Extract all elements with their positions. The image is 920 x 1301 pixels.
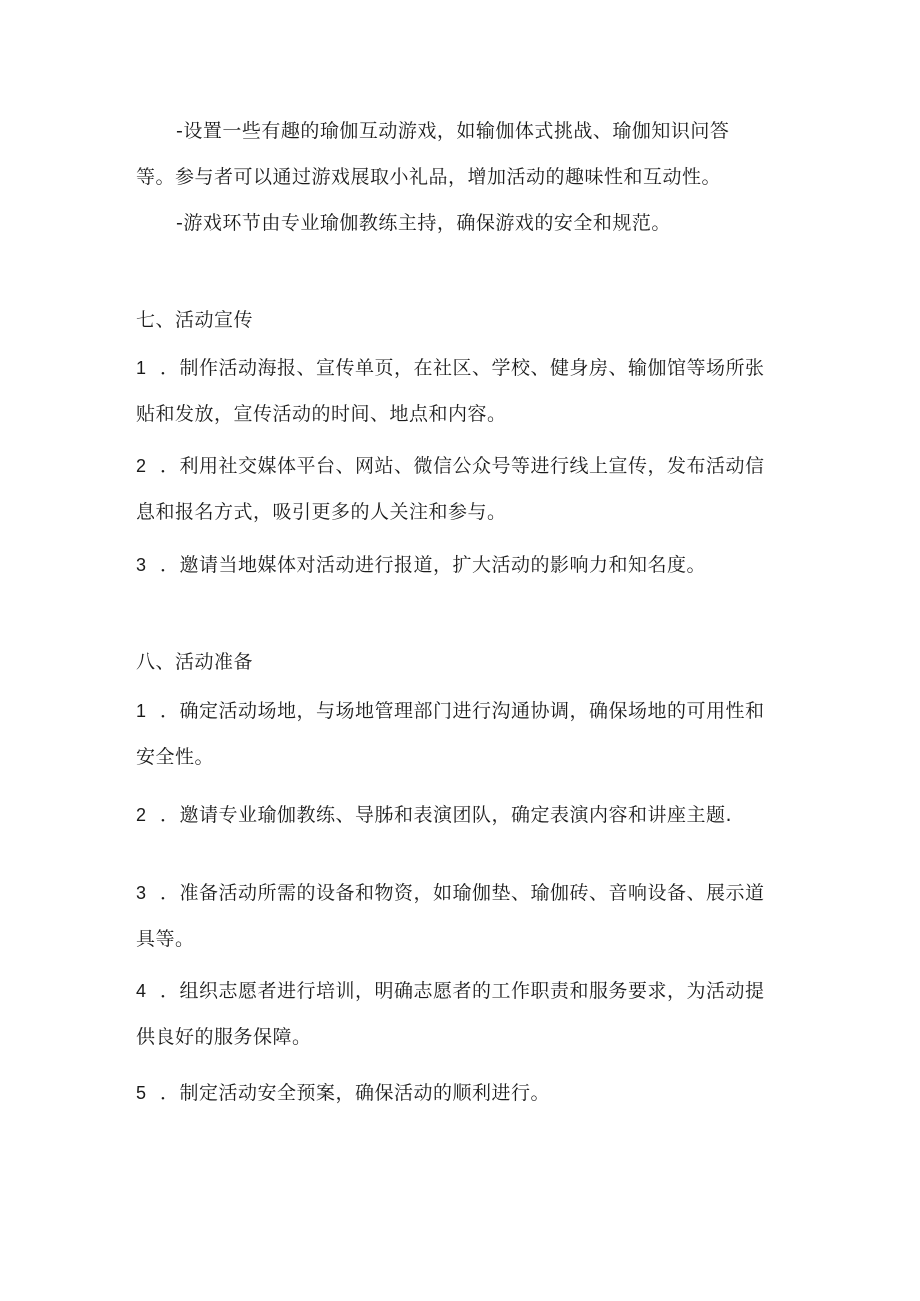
- item-text: ．制作活动海报、宣传单页，在社区、学校、健身房、输伽馆等场所张: [160, 357, 765, 379]
- item-number: 4: [136, 981, 147, 1001]
- intro-bullet-1-line-2: 等。参与者可以通过游戏展取小礼品，增加活动的趣味性和互动性。: [136, 166, 722, 188]
- item-text: ．邀请当地媒体对活动进行报道，扩大活动的影响力和知名度。: [160, 554, 707, 576]
- item-text: ．确定活动场地，与场地管理部门进行沟通协调，确保场地的可用性和: [160, 700, 765, 722]
- item-text-continuation: 息和报名方式，吸引更多的人关注和参与。: [136, 501, 507, 523]
- item-text: ．制定活动安全预案，确保活动的顺利进行。: [160, 1082, 551, 1104]
- item-text-continuation: 具等。: [136, 928, 195, 950]
- list-item: [136, 355, 765, 381]
- section-7-heading: 七、活动宣传: [136, 309, 254, 331]
- item-number: 3: [136, 883, 147, 903]
- item-number: 3: [136, 555, 147, 575]
- item-text: ．准备活动所需的设备和物资，如瑜伽垫、瑜伽砖、音响设备、展示道: [160, 882, 765, 904]
- list-item: [136, 1080, 550, 1106]
- list-item: [136, 978, 765, 1004]
- item-number: 1: [136, 358, 147, 378]
- list-item: [136, 453, 765, 479]
- item-number: 5: [136, 1083, 147, 1103]
- item-text-continuation: 供良好的服务保障。: [136, 1026, 312, 1048]
- item-text-continuation: 安全性。: [136, 746, 215, 768]
- item-text: ．组织志愿者进行培训，明确志愿者的工作职责和服务要求，为活动提: [160, 980, 765, 1002]
- item-text-continuation: 贴和发放，宣传活动的时间、地点和内容。: [136, 403, 507, 425]
- item-number: 1: [136, 701, 147, 721]
- item-text: ．邀请专业瑜伽教练、导胏和表演团队，确定表演内容和讲座主题.: [160, 804, 733, 826]
- section-8-heading: 八、活动准备: [136, 651, 254, 673]
- list-item: [136, 698, 765, 724]
- list-item: [136, 880, 765, 906]
- intro-bullet-2: -游戏环节由专业瑜伽教练主持，确保游戏的安全和规范。: [176, 212, 671, 234]
- item-text: ．利用社交媒体平台、网站、微信公众号等进行线上宣传，发布活动信: [160, 455, 765, 477]
- list-item: [136, 552, 706, 578]
- item-number: 2: [136, 805, 147, 825]
- intro-bullet-1-line-1: -设置一些有趣的瑜伽互动游戏，如输伽体式挑战、瑜伽知识问答: [176, 120, 730, 142]
- item-number: 2: [136, 456, 147, 476]
- list-item: [136, 802, 732, 828]
